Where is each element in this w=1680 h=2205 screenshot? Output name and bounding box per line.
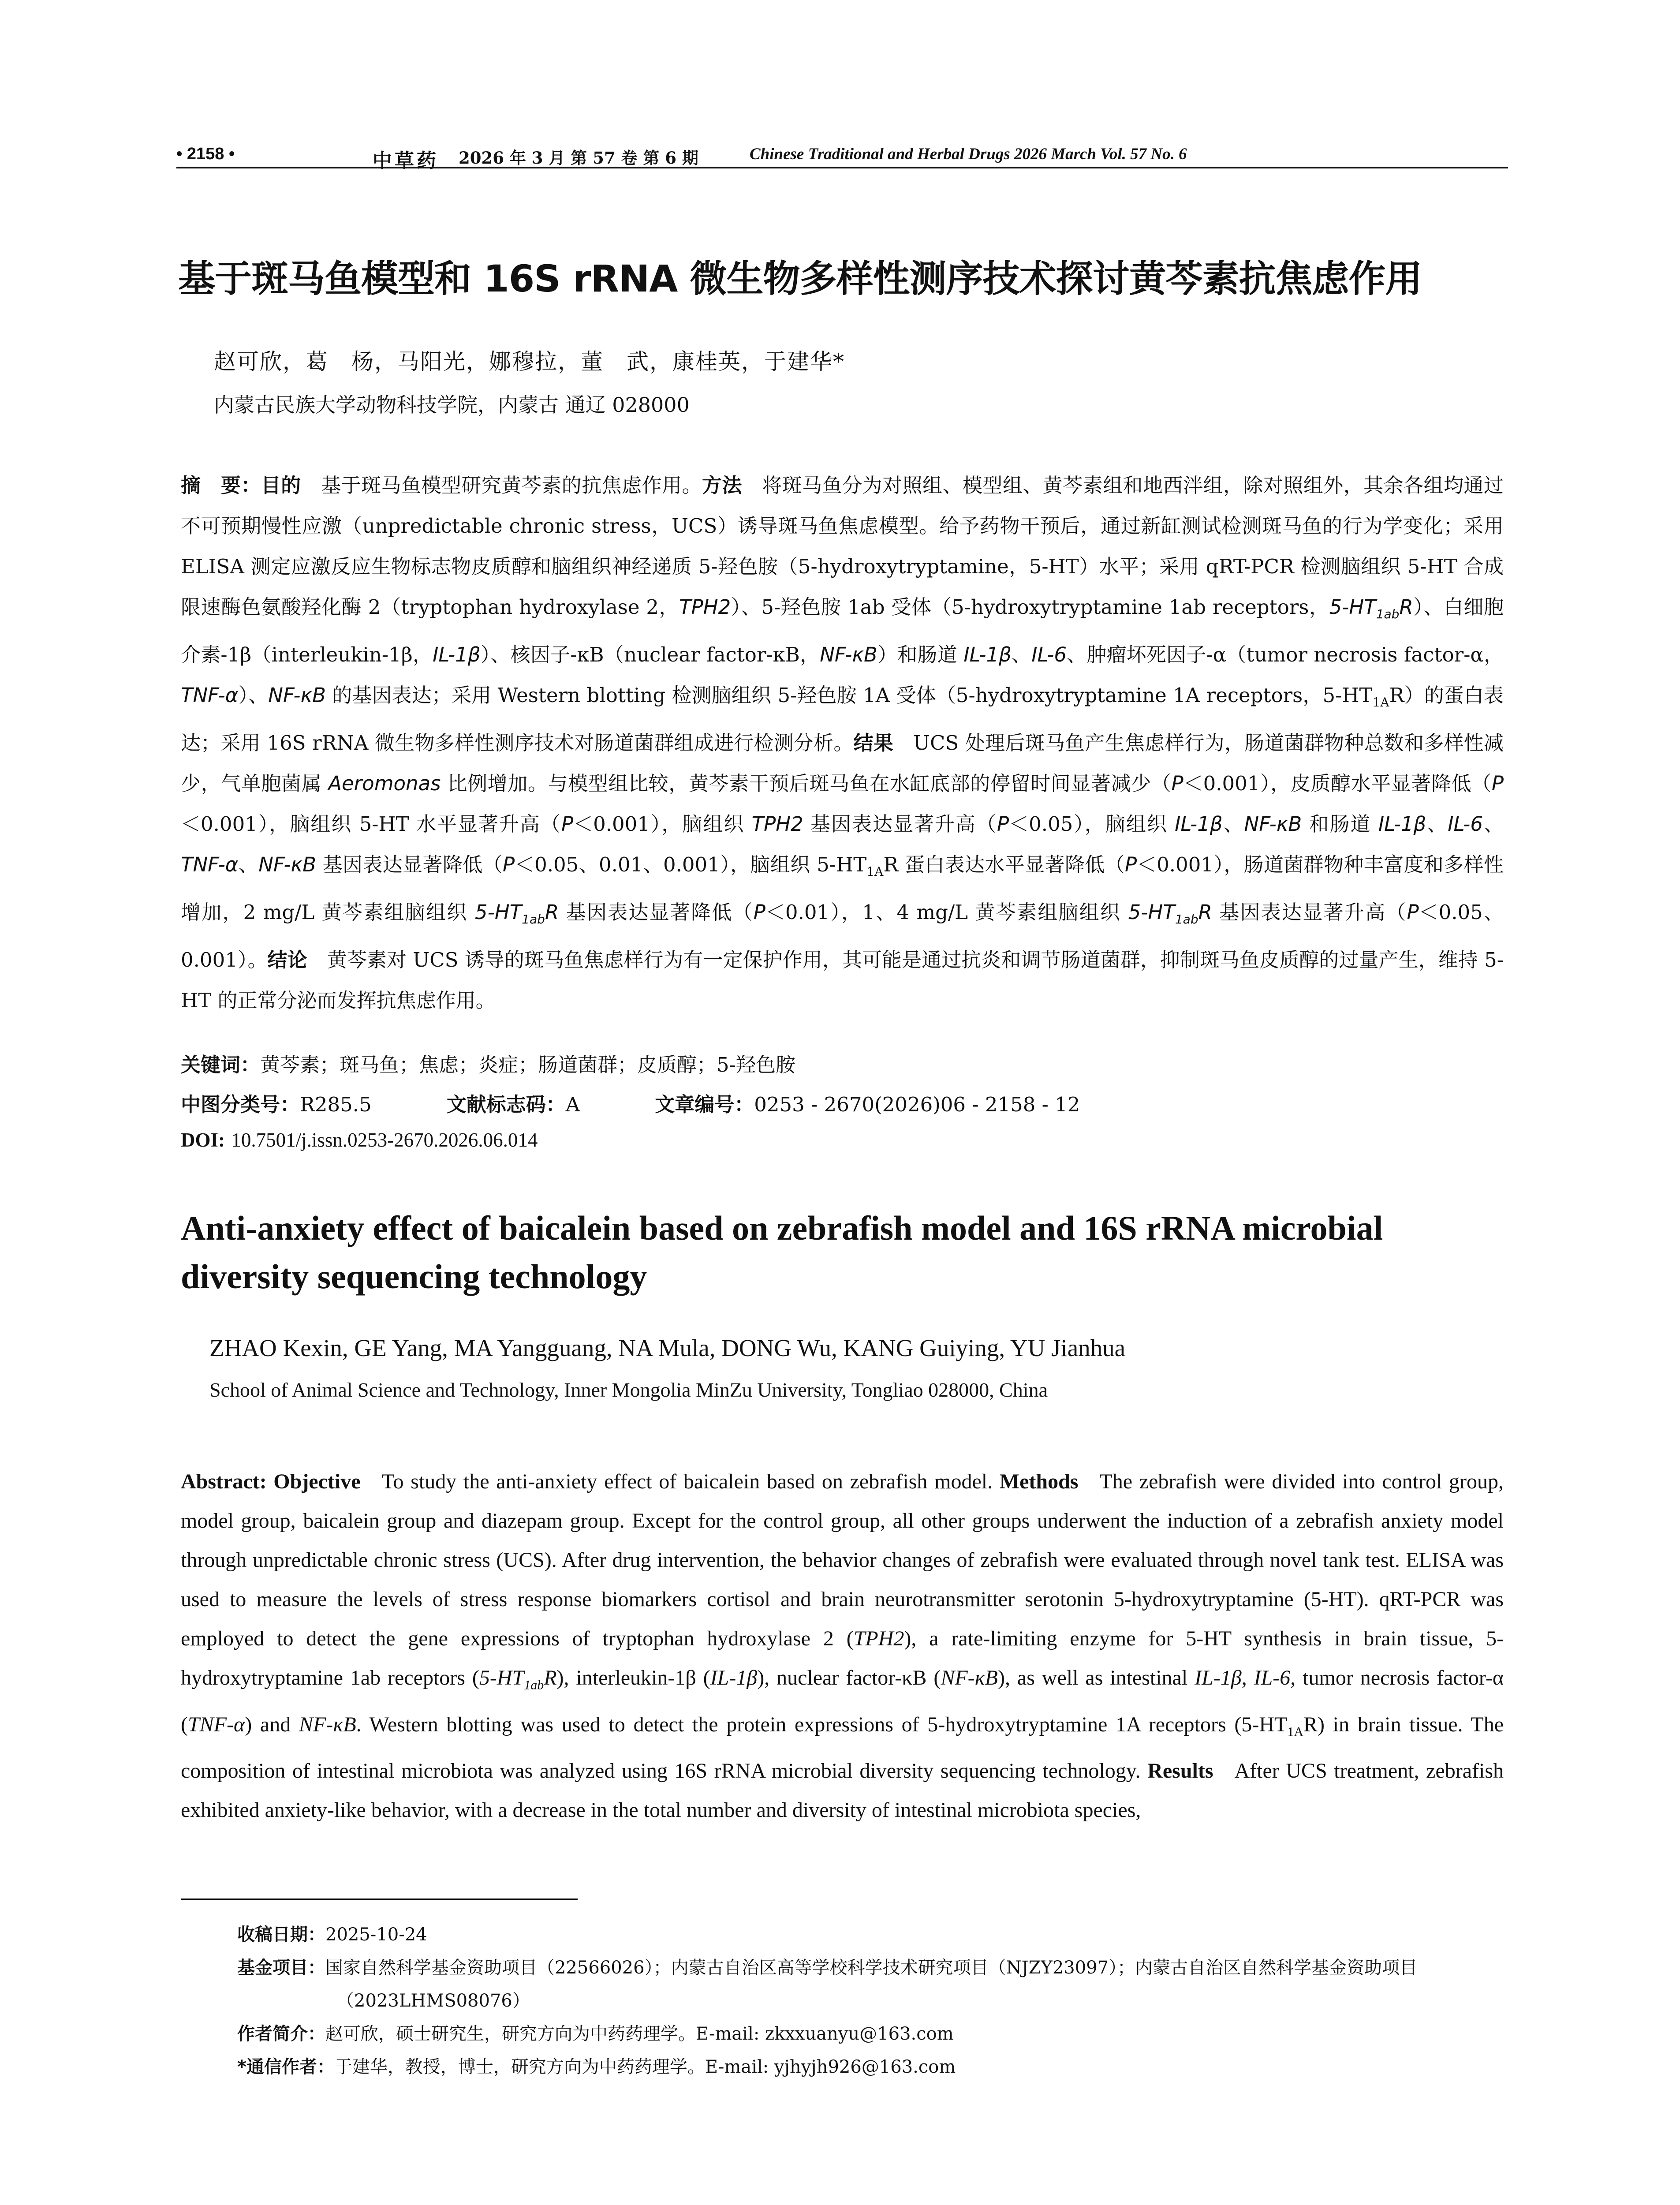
gene-name: IL-1β xyxy=(1378,812,1426,836)
separator: 、 xyxy=(1483,812,1504,836)
conclusion-text-cn: 黄芩素对 UCS 诱导的斑马鱼焦虑样行为有一定保护作用，其可能是通过抗炎和调节肠道菌群，抑制斑马鱼皮质醇的过量产生，维持 5-HT 的正常分泌而发挥抗焦虑作用。 xyxy=(181,948,1504,1012)
conclusion-label-cn: 结论 xyxy=(267,948,307,972)
methods-label-en: Methods xyxy=(999,1470,1079,1493)
methods-text-en: ), nuclear factor-κB ( xyxy=(757,1666,941,1689)
separator: ）、 xyxy=(238,684,269,707)
results-label-cn: 结果 xyxy=(853,731,894,755)
keywords-cn xyxy=(181,1049,795,1077)
affiliation-cn: 内蒙古民族大学动物科技学院，内蒙古 通辽 028000 xyxy=(214,393,690,417)
running-header xyxy=(176,140,1508,172)
methods-text-cn: ）和肠道 xyxy=(877,643,964,666)
fund-label: 基金项目： xyxy=(237,1958,325,1978)
gene-name: IL-1β xyxy=(963,643,1012,666)
article-no-value: 0253 - 2670(2026)06 - 2158 - 12 xyxy=(754,1093,1080,1116)
authors-cn: 赵可欣，葛 杨，马阳光，娜穆拉，董 武，康桂英，于建华* xyxy=(214,349,845,374)
p-value-symbol: P xyxy=(1491,772,1504,795)
clc-value: R285.5 xyxy=(300,1093,372,1116)
gene-name: TPH2 xyxy=(853,1627,904,1650)
subscript: 1A xyxy=(1372,695,1389,710)
gene-name: TPH2 xyxy=(679,595,731,619)
genus-name: Aeromonas xyxy=(328,772,441,795)
gene-name: NF-κB xyxy=(820,643,877,666)
keywords-label-cn: 关键词： xyxy=(181,1053,261,1076)
journal-name-en: Chinese Traditional and Herbal Drugs 2026 March Vol. 57 No. 6 xyxy=(750,145,1187,163)
received-label: 收稿日期： xyxy=(237,1925,325,1945)
results-text-cn: ＜0.01），1、4 mg/L 黄芩素组脑组织 xyxy=(765,901,1128,924)
footnotes xyxy=(237,1918,1504,2084)
methods-text-cn: 的基因表达；采用 Western blotting 检测脑组织 5-羟色胺 1A 受体（5-hydroxytryptamine 1A receptors，5-HT xyxy=(326,684,1373,707)
gene-name: NF-κB xyxy=(299,1712,356,1736)
methods-text-en: . Western blotting was used to detect the protein expressions of 5-hydroxytryptamine 1A receptors (5-HT xyxy=(356,1712,1288,1736)
separator: , xyxy=(1241,1666,1254,1689)
p-value-symbol: P xyxy=(1124,853,1137,876)
authors-en: ZHAO Kexin, GE Yang, MA Yangguang, NA Mula, DONG Wu, KANG Guiying, YU Jianhua xyxy=(209,1334,1126,1361)
abstract-cn xyxy=(181,465,1504,1021)
gene-name: $5-HT_{1ab}R$ xyxy=(1329,595,1413,621)
journal-page xyxy=(176,0,1504,2205)
results-label-en: Results xyxy=(1147,1759,1213,1783)
results-text-cn: ＜0.001），脑组织 xyxy=(573,812,752,836)
methods-text-en: The zebrafish were divided into control group, model group, baicalein group and diazepam group. Except for the control group, all other groups underwent the induction of a zebrafish anxiety model through unpredictable chronic stress (UCS). After drug intervention, the behavior changes of zebrafish were evaluated through novel tank test. ELISA was used to measure the levels of stress response biomarkers cortisol and brain neurotransmitter serotonin 5-hydroxytryptamine (5-HT). qRT-PCR was employed to detect the gene expressions of tryptophan hydroxylase 2 ( xyxy=(181,1470,1504,1650)
p-value-symbol: P xyxy=(1407,901,1419,924)
methods-text-cn: ）、5-羟色胺 1ab 受体（5-hydroxytryptamine 1ab receptors， xyxy=(731,595,1329,619)
abstract-label-cn: 摘 要： xyxy=(181,474,261,497)
methods-text-en: ) and xyxy=(245,1712,299,1736)
results-text-cn: 基因表达显著升高（ xyxy=(1212,901,1407,924)
separator: 、 xyxy=(1426,812,1448,836)
methods-text-cn: R）的蛋白表达；采用 16S rRNA 微生物多样性测序技术对肠道菌群组成进行检测分析。 xyxy=(181,684,1504,755)
doi-link[interactable]: 10.7501/j.issn.0253-2670.2026.06.014 xyxy=(231,1129,538,1151)
results-text-cn: R 蛋白表达水平显著降低（ xyxy=(883,853,1125,876)
doc-code-value: A xyxy=(565,1093,580,1116)
p-value-symbol: P xyxy=(502,853,515,876)
separator: 、 xyxy=(238,853,259,876)
corresponding-label: *通信作者： xyxy=(237,2057,335,2077)
gene-name: IL-1β xyxy=(1195,1666,1242,1689)
abstract-label-en: Abstract: Objective xyxy=(181,1470,361,1493)
author-label: 作者简介： xyxy=(237,2024,325,2044)
gene-name: TNF-α xyxy=(181,684,239,707)
objective-text-en: To study the anti-anxiety effect of baicalein based on zebrafish model. xyxy=(381,1470,993,1493)
separator: 、 xyxy=(1222,812,1244,836)
gene-name: $5-HT_{1ab}R$ xyxy=(1128,901,1212,927)
results-text-cn: ＜0.001），皮质醇水平显著降低（ xyxy=(1183,772,1492,795)
results-text-cn: 基因表达显著降低（ xyxy=(559,901,754,924)
separator: 、 xyxy=(1011,643,1032,666)
methods-text-en: , tumor necrosis factor-α ( xyxy=(181,1666,1504,1736)
abstract-en xyxy=(181,1462,1504,1830)
footnote-fund xyxy=(237,1951,1504,2018)
doi-line xyxy=(181,1128,538,1151)
keywords-text-cn: 黄芩素；斑马鱼；焦虑；炎症；肠道菌群；皮质醇；5-羟色胺 xyxy=(260,1053,795,1076)
gene-name: IL-1β xyxy=(710,1666,758,1689)
p-value-symbol: P xyxy=(997,812,1009,836)
gene-name: IL-6 xyxy=(1031,643,1067,666)
gene-name: TNF-α xyxy=(181,853,239,876)
results-text-cn: ＜0.001），肠道菌群物种丰富度和多样性增加，2 mg/L 黄芩素组脑组织 xyxy=(181,853,1504,924)
doc-code-label: 文献标志码： xyxy=(446,1093,566,1116)
gene-name: $5-HT_{1ab}R$ xyxy=(479,1666,557,1693)
footnote-rule xyxy=(181,1899,578,1900)
footnote-author xyxy=(237,2018,1504,2051)
gene-name: IL-1β xyxy=(1175,812,1223,836)
methods-text-en: ), as well as intestinal xyxy=(998,1666,1195,1689)
gene-name: $5-HT_{1ab}R$ xyxy=(474,901,559,927)
methods-text-en: ), interleukin-1β ( xyxy=(556,1666,710,1689)
subscript: 1A xyxy=(1287,1724,1304,1739)
results-text-cn: 基因表达显著降低（ xyxy=(316,853,503,876)
methods-text-cn: 、肿瘤坏死因子-α（tumor necrosis factor-α， xyxy=(1066,643,1504,666)
results-text-cn: UCS 处理后斑马鱼产生焦虑样行为，肠道菌群物种总数和多样性减少，气单胞菌属 xyxy=(181,731,1504,795)
gene-name: IL-1β xyxy=(433,643,481,666)
methods-text-cn: ）、白细胞介素-1β（interleukin-1β， xyxy=(181,595,1504,666)
clc-label: 中图分类号： xyxy=(181,1093,300,1116)
p-value-symbol: P xyxy=(753,901,765,924)
gene-name: NF-κB xyxy=(258,853,316,876)
gene-name: NF-κB xyxy=(941,1666,998,1689)
gene-name: IL-6 xyxy=(1448,812,1483,836)
footnote-received xyxy=(237,1918,1504,1951)
methods-text-en: R) in brain tissue. The composition of intestinal microbiota was analyzed using 16S rRNA microbial diversity sequencing technology. xyxy=(181,1712,1504,1783)
results-text-cn: 基因表达显著升高（ xyxy=(803,812,997,836)
gene-name: NF-κB xyxy=(1244,812,1302,836)
gene-name: IL-6 xyxy=(1254,1666,1291,1689)
results-text-cn: 比例增加。与模型组比较，黄芩素干预后斑马鱼在水缸底部的停留时间显著减少（ xyxy=(441,772,1172,795)
gene-name: TPH2 xyxy=(751,812,803,836)
journal-name-cn: 中草药 xyxy=(373,149,439,172)
results-text-cn: 和肠道 xyxy=(1302,812,1378,836)
methods-label-cn: 方法 xyxy=(702,474,742,497)
received-date: 2025-10-24 xyxy=(325,1925,427,1945)
article-no-label: 文章编号： xyxy=(655,1093,754,1116)
objective-label-cn: 目的 xyxy=(261,474,301,497)
objective-text-cn: 基于斑马鱼模型研究黄芩素的抗焦虑作用。 xyxy=(321,474,702,497)
results-text-cn: ＜0.001），脑组织 5-HT 水平显著升高（ xyxy=(181,812,561,836)
author-text: 赵可欣，硕士研究生，研究方向为中药药理学。E-mail: zkxxuanyu@163.com xyxy=(325,2024,954,2044)
results-text-cn: ＜0.05、0.01、0.001），脑组织 5-HT xyxy=(515,853,867,876)
issue-info-cn: 2026 年 3 月 第 57 卷 第 6 期 xyxy=(459,148,698,168)
page-number: • 2158 • xyxy=(176,145,235,163)
results-text-en: After UCS treatment, zebrafish exhibited anxiety-like behavior, with a decrease in the total number and diversity of intestinal microbiota species, xyxy=(181,1759,1504,1822)
corresponding-text: 于建华，教授，博士，研究方向为中药药理学。E-mail: yjhyjh926@163.com xyxy=(334,2057,956,2077)
fund-text: 国家自然科学基金资助项目（22566026）；内蒙古自治区高等学校科学技术研究项目（NJZY23097）；内蒙古自治区自然科学基金资助项目（2023LHMS08076） xyxy=(325,1958,1418,2011)
methods-text-cn: 将斑马鱼分为对照组、模型组、黄芩素组和地西泮组，除对照组外，其余各组均通过不可预期慢性应激（unpredictable chronic stress，UCS）诱导斑马鱼焦虑模型。给予药物干预后，通过新缸测试检测斑马鱼的行为学变化；采用 ELISA 测定应激反应生物标志物皮质醇和脑组织神经递质 5-羟色胺（5-hydroxytryptamine，5-HT）水平；采用 qRT-PCR 检测脑组织 5-HT 合成限速酶色氨酸羟化酶 2（tryptophan hydroxylase 2， xyxy=(181,474,1504,619)
results-text-cn: ＜0.05、0.001）。 xyxy=(181,901,1504,972)
p-value-symbol: P xyxy=(561,812,574,836)
footnote-corresponding xyxy=(237,2051,1504,2084)
doi-label: DOI: xyxy=(181,1129,225,1151)
article-title-en: Anti-anxiety effect of baicalein based on zebrafish model and 16S rRNA microbial diversity sequencing technology xyxy=(181,1209,1383,1296)
article-title-cn: 基于斑马鱼模型和 16S rRNA 微生物多样性测序技术探讨黄芩素抗焦虑作用 xyxy=(178,257,1422,300)
gene-name: NF-κB xyxy=(268,684,326,707)
affiliation-en: School of Animal Science and Technology, Inner Mongolia MinZu University, Tongliao 028000, China xyxy=(209,1379,1048,1401)
p-value-symbol: P xyxy=(1171,772,1183,795)
subscript: 1A xyxy=(866,864,884,879)
gene-name: TNF-α xyxy=(187,1712,245,1736)
results-text-cn: ＜0.05），脑组织 xyxy=(1009,812,1175,836)
methods-text-en: ), a rate-limiting enzyme for 5-HT synthesis in brain tissue, 5-hydroxytryptamine 1ab receptors ( xyxy=(181,1627,1504,1689)
classification-line xyxy=(181,1088,1080,1117)
methods-text-cn: ）、核因子-κB（nuclear factor-κB， xyxy=(480,643,820,666)
